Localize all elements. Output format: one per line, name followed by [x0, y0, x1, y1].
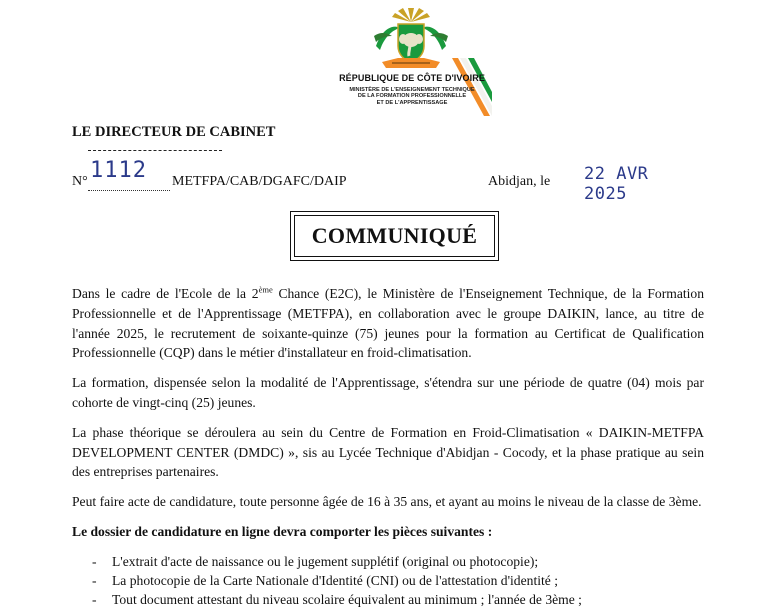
- list-item: [72, 571, 704, 590]
- coat-of-arms-emblem: [368, 6, 454, 72]
- list-item: [72, 590, 704, 609]
- list-item-text: La photocopie de la Carte Nationale d'Identité (CNI) ou de l'attestation d'identité ;: [112, 572, 558, 588]
- list-item-text: L'extrait d'acte de naissance ou le jugement supplétif (original ou photocopie);: [112, 553, 539, 569]
- republic-name: RÉPUBLIQUE DE CÔTE D'IVOIRE: [339, 73, 485, 83]
- paragraph: Peut faire acte de candidature, toute personne âgée de 16 à 35 ans, et ayant au moins le niveau de la classe de 3ème.: [72, 494, 702, 510]
- list-item: [72, 552, 704, 571]
- paragraph: La phase théorique se déroulera au sein du Centre de Formation en Froid-Climatisation « DAIKIN-METFPA DEVELOPMENT CENTER (DMDC) », sis au Lycée Technique d'Abidjan - Cocody, et la phase pratique au sein des entreprises partenaires.: [72, 424, 704, 480]
- ministry-line: ET DE L'APPRENTISSAGE: [376, 99, 448, 106]
- section-heading: Le dossier de candidature en ligne devra comporter les pièces suivantes :: [72, 523, 493, 539]
- ministry-line: MINISTÈRE DE L'ENSEIGNEMENT TECHNIQUE: [349, 87, 475, 93]
- bullet-dash: -: [92, 592, 97, 608]
- paragraph-text: Dans le cadre de l'Ecole de la 2: [72, 286, 259, 301]
- stamped-date: 22 AVR 2025: [584, 164, 649, 204]
- paragraph-text: Chance (E2C), le Ministère de l'Enseignement Technique, de la Formation Professionnelle et de l'Apprentissage (METFPA), en collaboration avec le groupe DAIKIN, lance, au titre de l'année 2025, le recrutement de soixante-quinze (75) jeunes pour la formation au Certificat de Qualification Professionnelle (CQP) dans le métier d'installateur en froid-climatisation.: [72, 286, 704, 361]
- reference-number: 1112: [90, 158, 147, 183]
- document-body: [72, 284, 704, 609]
- list-item-text: Tout document attestant du niveau scolaire équivalent au minimum ; l'année de 3ème ;: [112, 592, 582, 608]
- requirements-list: [72, 552, 704, 610]
- number-underline: [88, 190, 170, 191]
- paragraph: [72, 284, 704, 363]
- document-title: COMMUNIQUÉ: [311, 223, 478, 248]
- ministry-line: DE LA FORMATION PROFESSIONNELLE: [357, 93, 467, 100]
- divider: [88, 150, 222, 151]
- bullet-dash: -: [92, 553, 97, 569]
- number-label: N°: [72, 174, 88, 189]
- reference-line: [72, 158, 692, 204]
- title-frame: [290, 211, 499, 261]
- ministry-name: [322, 87, 502, 106]
- sender-title: LE DIRECTEUR DE CABINET: [72, 124, 276, 140]
- place-label: Abidjan, le: [488, 174, 551, 189]
- paragraph: La formation, dispensée selon la modalité de l'Apprentissage, s'étendra sur une période de quatre (04) mois par cohorte de vingt-cinq (25) jeunes.: [72, 375, 704, 410]
- letterhead: [322, 73, 502, 106]
- title-frame-inner: [294, 215, 495, 257]
- bullet-dash: -: [92, 572, 97, 588]
- reference-code: METFPA/CAB/DGAFC/DAIP: [172, 174, 347, 189]
- superscript: ème: [258, 284, 273, 295]
